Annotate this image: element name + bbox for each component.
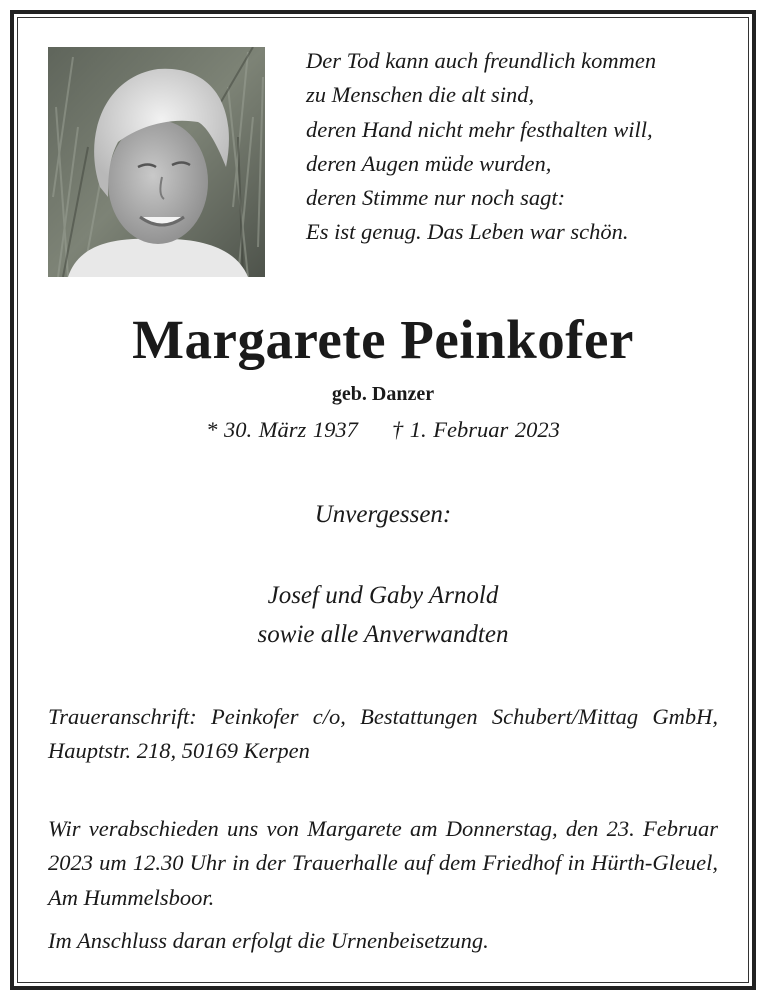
poem bbox=[306, 44, 726, 250]
mourning-address: Traueranschrift: Peinkofer c/o, Bestattungen Schubert/Mittag GmbH, Hauptstr. 218, 50169 Kerpen bbox=[48, 704, 718, 764]
poem-line: deren Augen müde wurden, bbox=[306, 150, 552, 176]
poem-line: zu Menschen die alt sind, bbox=[306, 82, 535, 108]
mourners-line: Josef und Gaby Arnold bbox=[267, 582, 499, 609]
mourners-line: sowie alle Anverwandten bbox=[257, 621, 509, 648]
death-date: † 1. Februar 2023 bbox=[391, 417, 560, 442]
deceased-name: Margarete Peinkofer bbox=[132, 309, 634, 370]
mourners-heading: Unvergessen: bbox=[314, 501, 452, 528]
poem-line: deren Stimme nur noch sagt: bbox=[306, 185, 566, 211]
birth-name: geb. Danzer bbox=[331, 383, 435, 405]
life-dates bbox=[0, 414, 766, 446]
poem-line: deren Hand nicht mehr festhalten will, bbox=[306, 116, 653, 142]
poem-line: Es ist genug. Das Leben war schön. bbox=[306, 219, 629, 245]
poem-line: Der Tod kann auch freundlich kommen bbox=[306, 48, 657, 73]
birth-date: * 30. März 1937 bbox=[206, 417, 358, 442]
urn-burial-note: Im Anschluss daran erfolgt die Urnenbeisetzung. bbox=[48, 928, 489, 953]
portrait-photo bbox=[48, 47, 265, 277]
funeral-details: Wir verabschieden uns von Margarete am Donnerstag, den 23. Februar 2023 um 12.30 Uhr in der Trauerhalle auf dem Friedhof in Hürth-Gleuel, Am Hummelsboor. bbox=[48, 816, 718, 910]
